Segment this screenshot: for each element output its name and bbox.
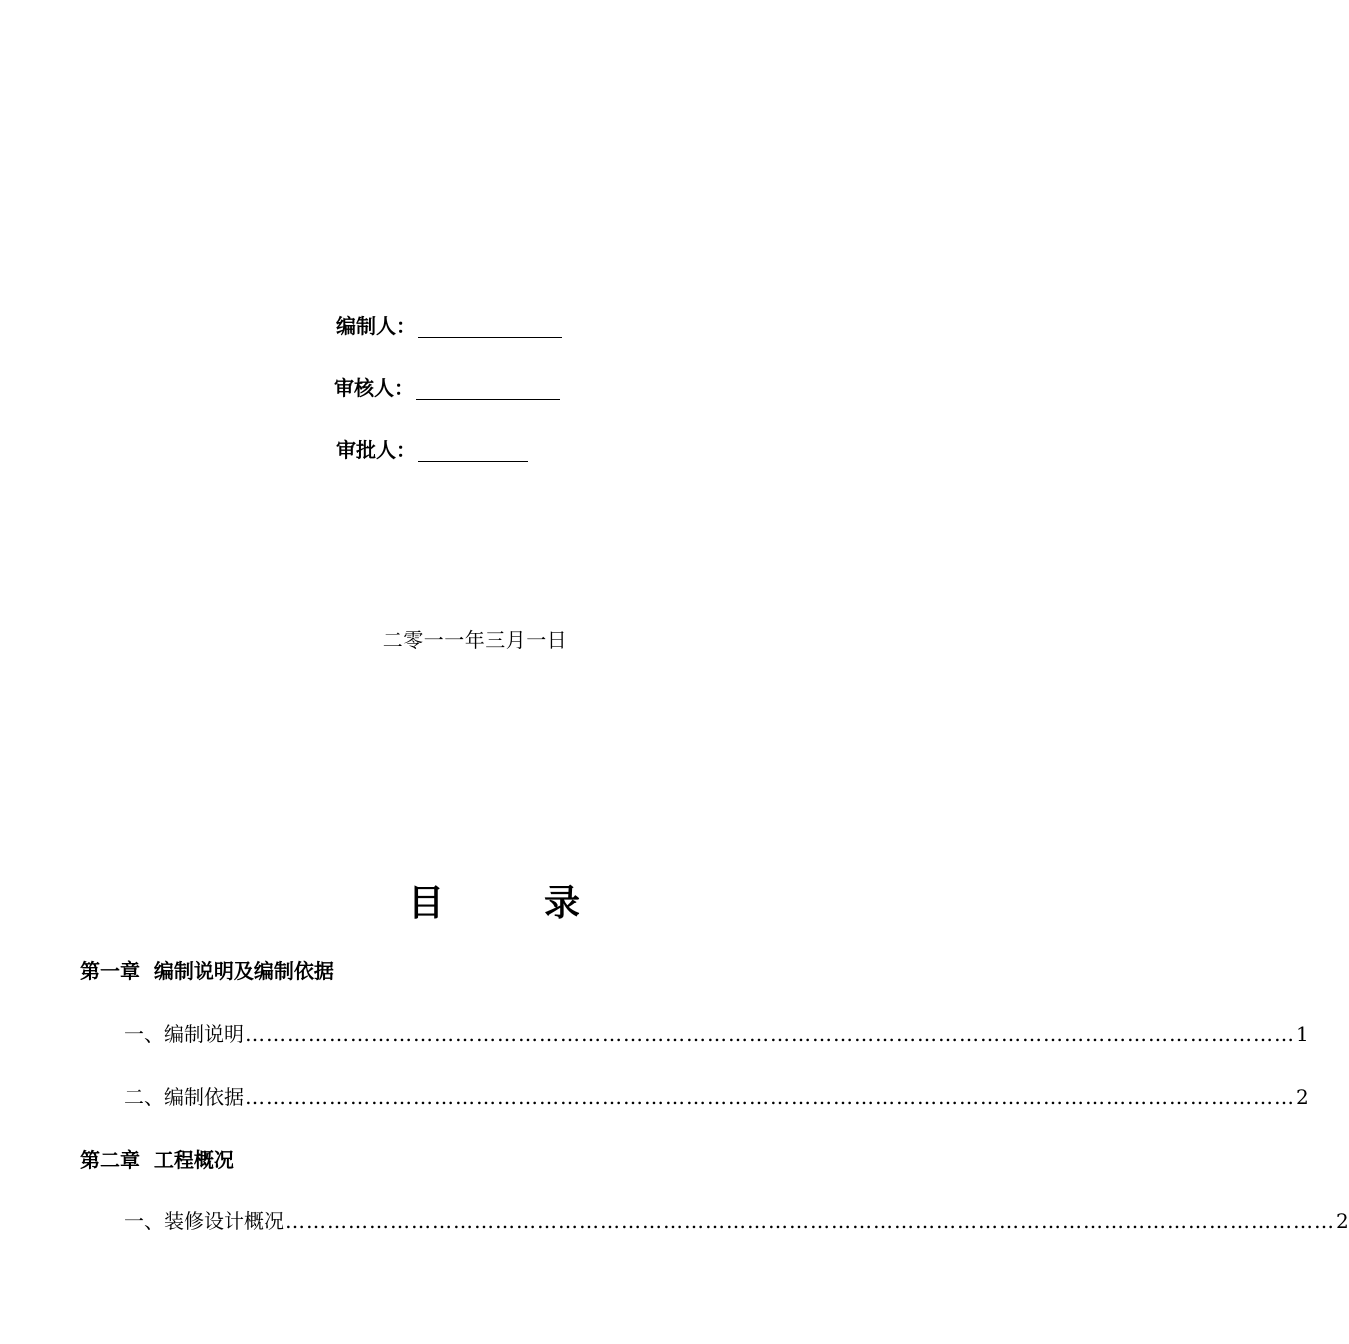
approver-signature-row <box>336 438 528 462</box>
toc-entry[interactable] <box>124 1084 1309 1110</box>
compiler-signature-row <box>336 314 562 338</box>
toc-entry-page: 1 <box>1296 1022 1309 1046</box>
toc-chapter-1[interactable]: 第一章 编制说明及编制依据 <box>80 959 334 983</box>
reviewer-label: 审核人： <box>334 376 414 400</box>
toc-entry-label: 一、编制说明 <box>124 1022 244 1046</box>
toc-entry-label: 二、编制依据 <box>124 1085 244 1109</box>
toc-entry-leader: …………………………………………………………………………………………………………………………………… <box>245 1022 1295 1046</box>
toc-entry-page: 2 <box>1336 1209 1349 1233</box>
toc-entry[interactable] <box>124 1208 1349 1234</box>
toc-entry-leader: …………………………………………………………………………………………………………………………………… <box>285 1209 1335 1233</box>
toc-title-right: 录 <box>544 883 581 924</box>
toc-chapter-2[interactable]: 第二章 工程概况 <box>80 1148 234 1172</box>
compiler-label: 编制人： <box>336 314 416 338</box>
reviewer-signature-row <box>334 376 560 400</box>
toc-entry-label: 一、装修设计概况 <box>124 1209 284 1233</box>
toc-entry-leader: …………………………………………………………………………………………………………………………………… <box>245 1085 1295 1109</box>
approver-label: 审批人： <box>336 438 416 462</box>
toc-entry-page: 2 <box>1296 1085 1309 1109</box>
approver-signature-line <box>418 439 528 462</box>
compiler-signature-line <box>418 315 562 338</box>
toc-title-left: 目 <box>408 883 445 924</box>
toc-entry[interactable] <box>124 1021 1309 1047</box>
document-date: 二零一一年三月一日 <box>382 628 568 652</box>
reviewer-signature-line <box>416 377 560 400</box>
